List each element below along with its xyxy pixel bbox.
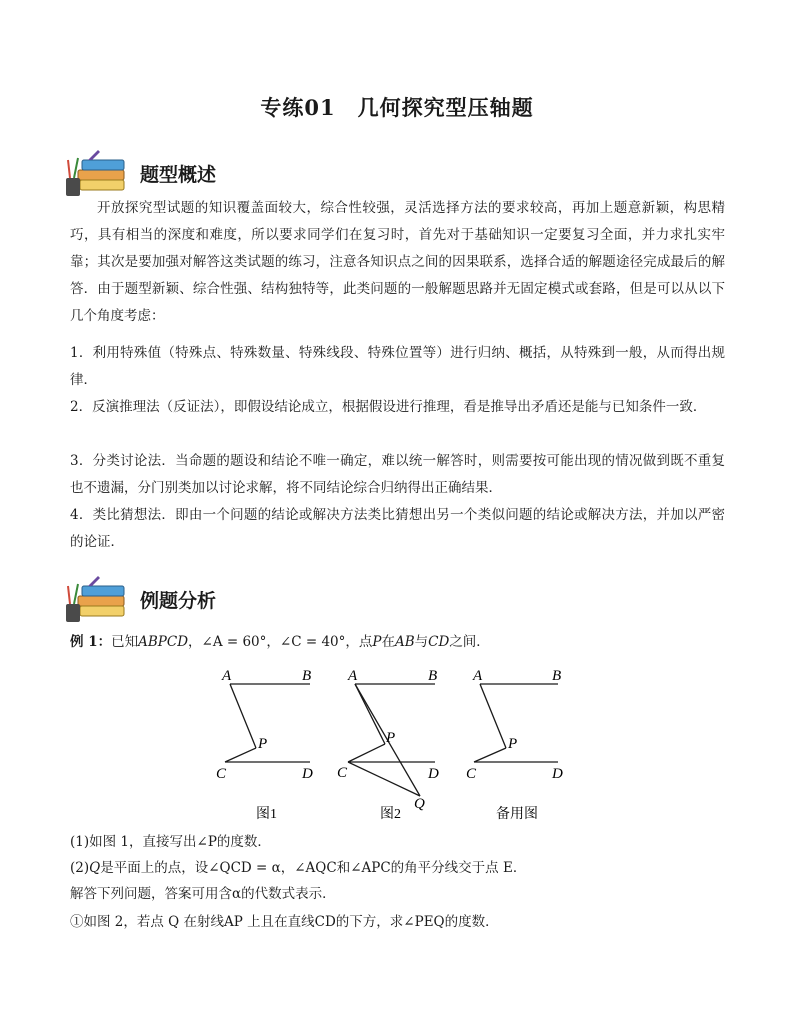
question-2 <box>70 858 730 878</box>
point-label: P <box>386 730 396 746</box>
overview-point: 2．反演推理法（反证法），即假设结论成立，根据假设进行推理，看是推导出矛盾还是能与已知条件一致． <box>70 399 707 415</box>
point-label: A <box>222 668 232 684</box>
text: (2) <box>70 860 90 876</box>
math-parallel-sign: P <box>157 634 167 650</box>
text: 已知 <box>111 634 139 650</box>
point-label: A <box>348 668 358 684</box>
math-cd: CD <box>428 634 450 650</box>
point-label: B <box>302 668 312 684</box>
figure-caption: 备用图 <box>496 807 538 822</box>
text: 之间． <box>449 634 490 650</box>
text: 在 <box>381 634 395 650</box>
overview-point: 3．分类讨论法．当命题的题设和结论不唯一确定，难以统一解答时，则需要按可能出现的情况做到既不重复也不遗漏，分门别类加以讨论求解，将不同结论综合归纳得出正确结果． <box>70 453 725 496</box>
section-title: 题型概述 <box>140 164 217 186</box>
text: 与 <box>414 634 429 650</box>
books-icon <box>64 574 130 624</box>
point-label: A <box>473 668 483 684</box>
math-ab: AB <box>138 634 158 650</box>
point-label: B <box>428 668 438 684</box>
point-label: P <box>258 736 268 752</box>
overview-point: 4．类比猜想法．即由一个问题的结论或解决方法类比猜想出另一个类似问题的结论或解决方法，并加以严密的论证． <box>70 507 725 550</box>
text: ，点 <box>345 634 373 650</box>
math-ab: AB <box>394 634 415 650</box>
point-label: D <box>552 766 563 782</box>
point-label: P <box>508 736 518 752</box>
point-label: Q <box>414 796 425 812</box>
books-icon <box>64 148 130 198</box>
point-label: D <box>428 766 439 782</box>
overview-intro: 开放探究型试题的知识覆盖面较大，综合性较强，灵活选择方法的要求较高，再加上题意新颖，构思精巧，具有相当的深度和难度，所以要求同学们在复习时，首先对于基础知识一定要复习全面，并力求扎实牢靠；其次是要加强对解答这类试题的练习，注意各知识点之间的因果联系，选择合适的解题途径完成最后的解答．由于题型新颖、综合性强、结构独特等，此类问题的一般解题思路并无固定模式或套路，但是可以从以下几个角度考虑： <box>70 200 725 324</box>
point-label: C <box>337 765 348 781</box>
example-given <box>70 632 730 652</box>
figure-caption: 图2 <box>380 807 401 822</box>
math-cd: CD <box>166 634 189 650</box>
math-p: P <box>372 634 382 650</box>
example-lead: 例 1： <box>70 634 112 650</box>
question-1: (1)如图 1，直接写出∠P的度数． <box>70 834 271 850</box>
point-label: D <box>302 766 313 782</box>
section-title: 例题分析 <box>140 590 217 612</box>
question-2-part-1: ①如图 2，若点 Q 在射线AP 上且在直线CD的下方，求∠PEQ的度数． <box>70 914 499 930</box>
figure-caption: 图1 <box>256 807 277 822</box>
text: 是平面上的点，设∠QCD = α，∠AQC和∠APC的角平分线交于点 E． <box>100 860 527 876</box>
angle-c: ，∠C = 40° <box>266 634 346 650</box>
math-q: Q <box>89 860 101 876</box>
figure-1 <box>225 684 310 762</box>
question-2-note: 解答下列问题，答案可用含α的代数式表示． <box>70 886 336 902</box>
point-label: C <box>216 766 227 782</box>
overview-point: 1．利用特殊值（特殊点、特殊数量、特殊线段、特殊位置等）进行归纳、概括，从特殊到一般，从而得出规律． <box>70 345 725 388</box>
point-label: C <box>466 766 477 782</box>
angle-a: ，∠A = 60° <box>188 634 267 650</box>
page-title: 专练01 几何探究型压轴题 <box>260 95 534 120</box>
point-label: B <box>552 668 562 684</box>
geometry-figures <box>200 662 600 826</box>
